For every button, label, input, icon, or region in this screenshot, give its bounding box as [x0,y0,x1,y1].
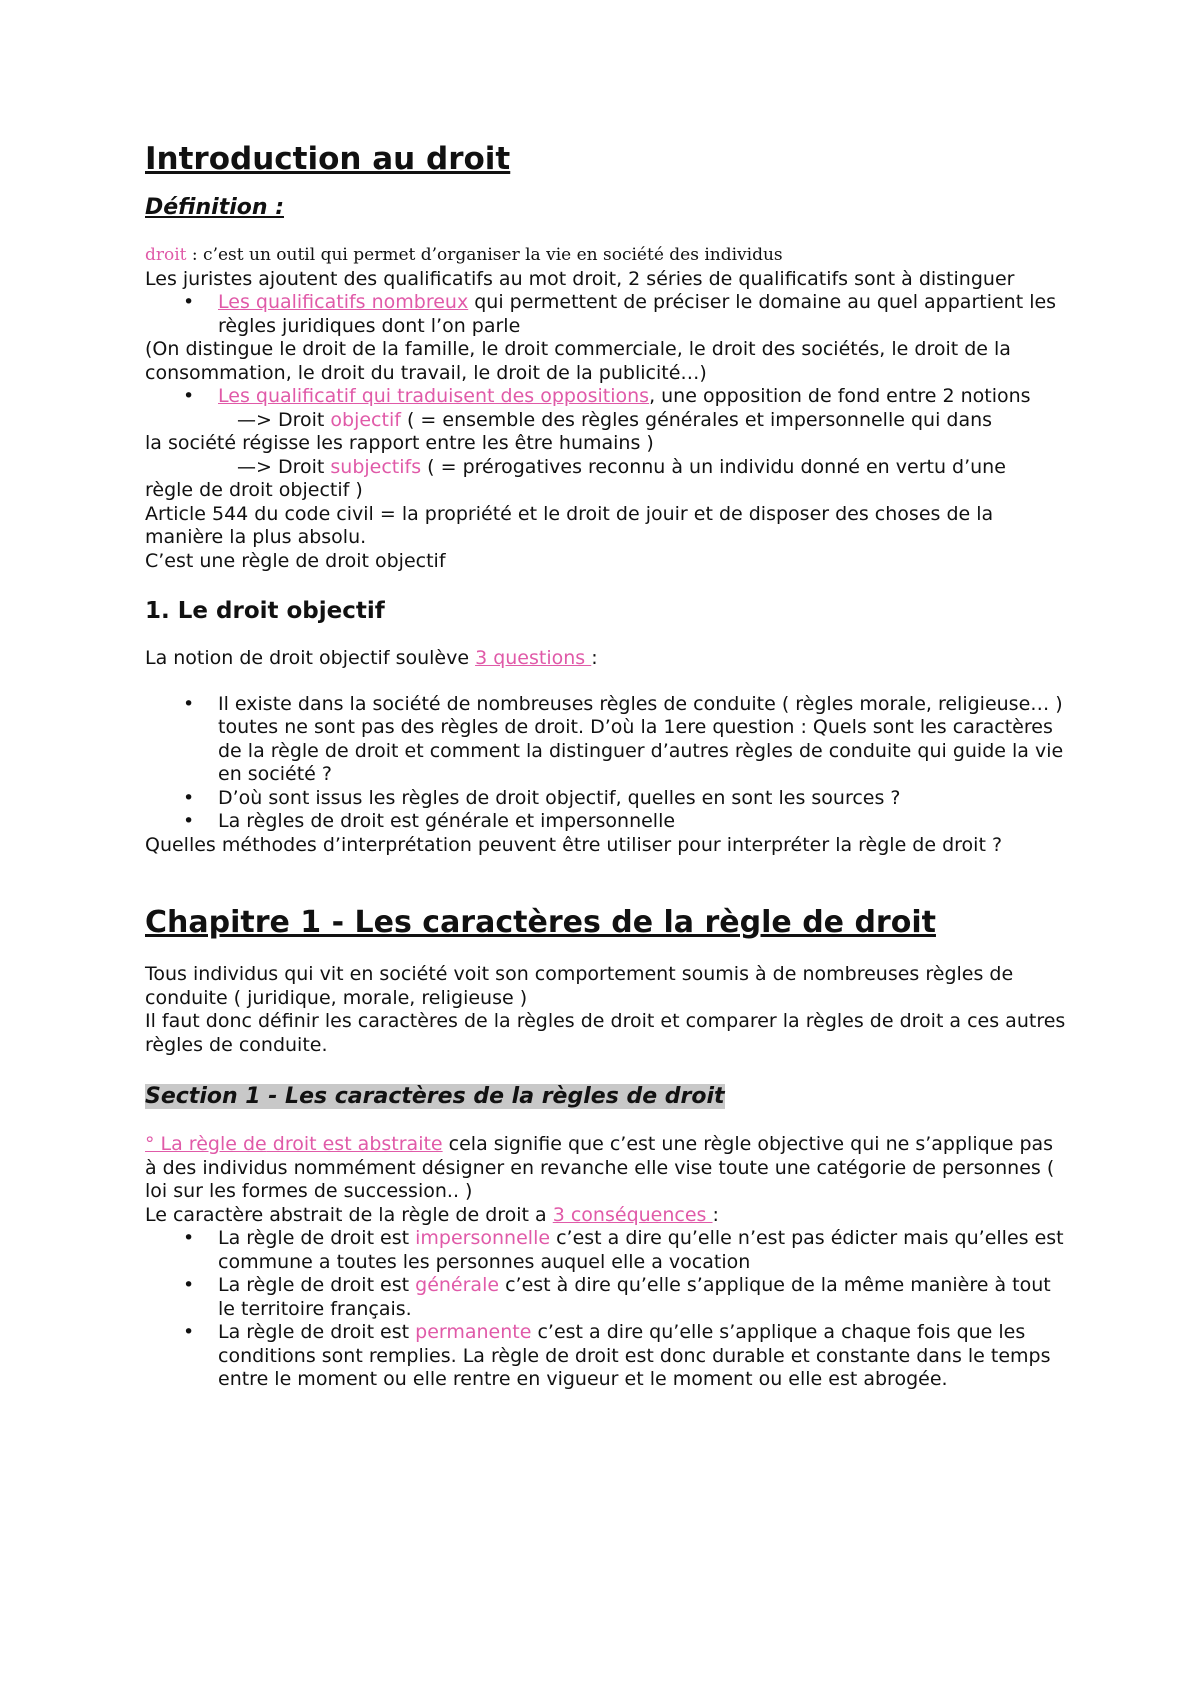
term-permanente: permanente [415,1321,532,1343]
term-objectif: objectif [330,408,401,431]
link-3-questions[interactable]: 3 questions [475,647,592,669]
oppositions-list [145,385,1070,409]
link-droit-abstraite[interactable]: droit est abstraite [266,1133,443,1155]
definition-line [145,244,1070,268]
questions-list [145,693,1070,834]
definition-term: droit [145,245,187,265]
list-item: • D’où sont issus les règles de droit objectif, quelles en sont les sources ? [145,787,1070,811]
link-qualificatif-oppositions[interactable]: Les qualificatif qui traduisent des oppositions [218,385,650,407]
paragraph-article-544: Article 544 du code civil = la propriété et le droit de jouir et de disposer des choses de la manière la plus absolu. [145,502,994,548]
paragraph-exemples-droit: (On distingue le droit de la famille, le droit commerciale, le droit des sociétés, le droit de la consommation, le droit du travail, le droit de la publicité…) [145,338,1011,384]
consequences-list [145,1227,1070,1392]
term-subjectifs: subjectifs [330,455,422,478]
term-impersonnelle: impersonnelle [415,1227,551,1249]
paragraph-regle-objectif: C’est une règle de droit objectif [145,549,446,572]
definition-text: : c’est un outil qui permet d’organiser la vie en société des individus [186,245,783,265]
paragraph-definir-caracteres: Il faut donc définir les caractères de la règles de droit et comparer la règles de droit a ces autres règles de conduite. [145,1010,1066,1056]
term-generale: générale [415,1274,500,1296]
paragraph-qualificatifs: Les juristes ajoutent des qualificatifs au mot droit, 2 séries de qualificatifs sont à distinguer [145,267,1015,290]
arrow-line-subjectifs-cont: règle de droit objectif ) [145,479,363,501]
document-page [145,140,1070,1392]
arrow-line-subjectifs: —> Droit subjectifs ( = prérogatives reconnu à un individu donné en vertu d’une [237,455,1006,478]
link-regle-de[interactable]: ° La règle de [145,1133,267,1155]
link-3-consequences[interactable]: 3 conséquences [552,1203,713,1226]
arrow-line-objectif: —> Droit objectif ( = ensemble des règles générales et impersonnelle qui dans [237,408,993,431]
document-title: Introduction au droit [145,141,511,177]
list-item: • La règle de droit est générale c’est à dire qu’elle s’applique de la même manière à tout le territoire français. [145,1274,1070,1321]
list-item: • Les qualificatif qui traduisent des oppositions, une opposition de fond entre 2 notions [145,385,1070,409]
paragraph-methodes: Quelles méthodes d’interprétation peuvent être utiliser pour interpréter la règle de droit ? [145,833,1003,856]
paragraph-regle-abstraite: ° La règle de droit est abstraite cela signifie que c’est une règle objective qui ne s’applique pas à des individus nommément désigner en revanche elle vise toute une catégorie de personnes ( loi sur les formes de succession.. ) [145,1133,1055,1202]
section-heading-caracteres: Section 1 - Les caractères de la règles de droit [145,1084,725,1109]
chapter-heading: Chapitre 1 - Les caractères de la règle de droit [145,905,936,940]
list-item: • La règle de droit est impersonnelle c’est a dire qu’elle n’est pas édicter mais qu’elles est commune a toutes les personnes auquel elle a vocation [145,1227,1070,1274]
list-item: • Il existe dans la société de nombreuses règles de conduite ( règles morale, religieuse… ) toutes ne sont pas des règles de droit. D’où la 1ere question : Quels sont les caractères de la règle de droit et comment la distinguer d’autres règles de conduite qui guide la vie en société ? [145,693,1070,787]
arrow-line-objectif-cont: la société régisse les rapport entre les être humains ) [145,432,654,454]
qualificatifs-list [145,291,1070,338]
definition-heading: Définition : [145,195,284,220]
list-item: • La règles de droit est générale et impersonnelle [145,810,1070,834]
paragraph-questions-intro: La notion de droit objectif soulève 3 questions : [145,647,598,669]
paragraph-consequences: Le caractère abstrait de la règle de droit a 3 conséquences : [145,1203,719,1226]
paragraph-regles-conduite: Tous individus qui vit en société voit son comportement soumis à de nombreuses règles de conduite ( juridique, morale, religieuse ) [145,963,1014,1009]
list-item: • La règle de droit est permanente c’est a dire qu’elle s’applique a chaque fois que les conditions sont remplies. La règle de droit est donc durable et constante dans le temps entre le moment ou elle rentre en vigueur et le moment ou elle est abrogée. [145,1321,1070,1392]
link-qualificatifs-nombreux[interactable]: Les qualificatifs nombreux [218,291,469,313]
section-heading-droit-objectif: 1. Le droit objectif [145,598,385,624]
list-item: • Les qualificatifs nombreux qui permettent de préciser le domaine au quel appartient les règles juridiques dont l’on parle [145,291,1070,338]
